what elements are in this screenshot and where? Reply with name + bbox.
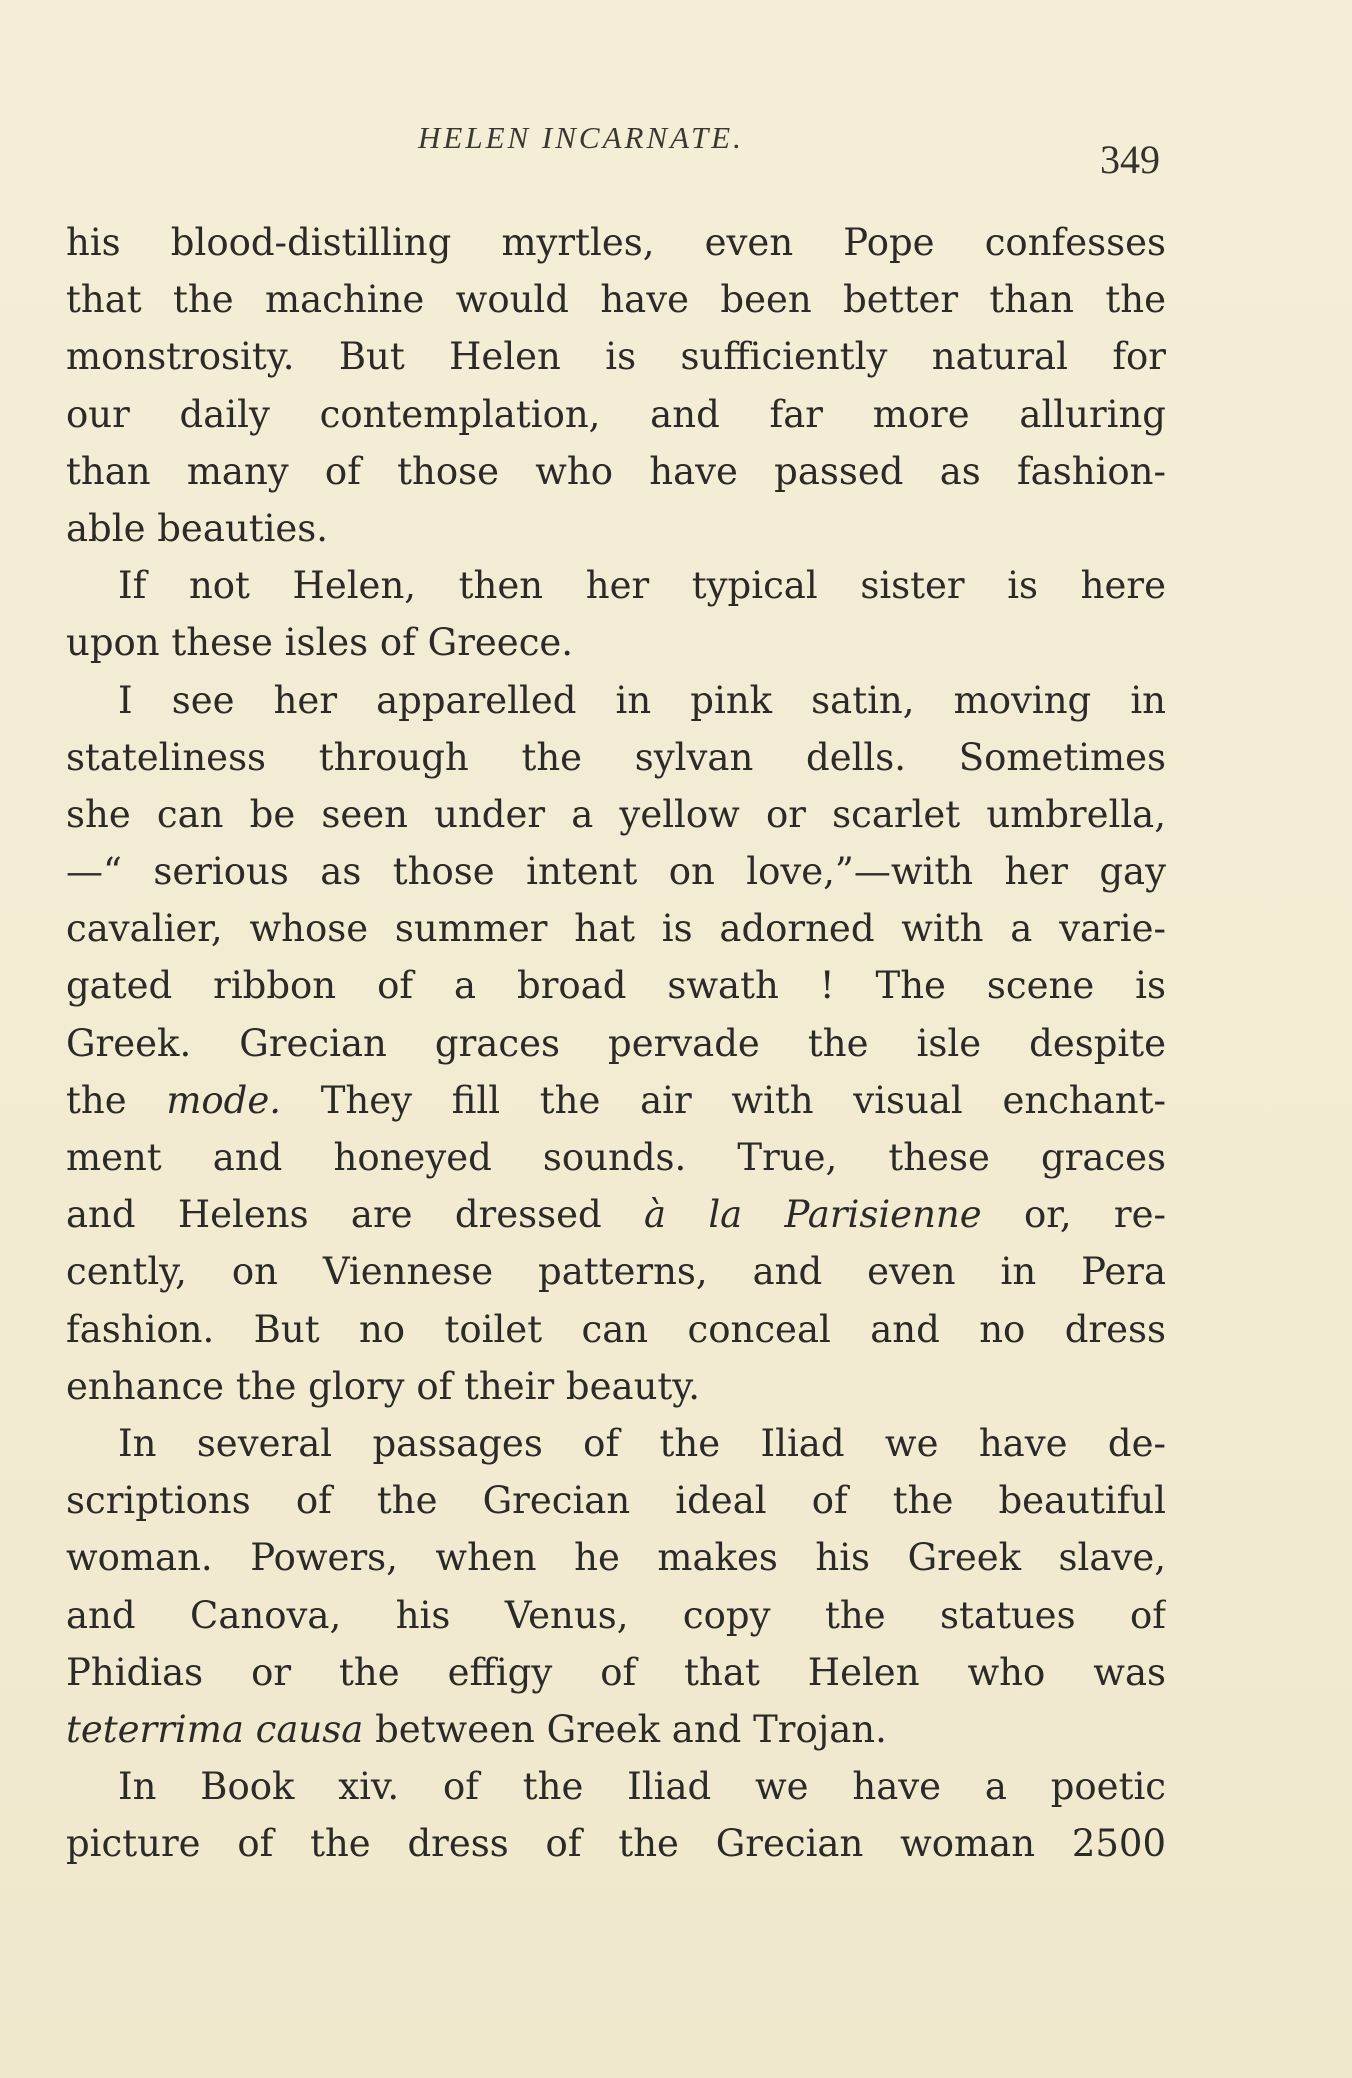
text-line	[66, 1358, 1166, 1415]
text-segment: our daily contemplation, and far more alluring	[66, 392, 1166, 436]
text-segment: gated ribbon of a broad swath ! The scene is	[66, 964, 1166, 1008]
text-segment: scriptions of the Grecian ideal of the beautiful	[66, 1479, 1166, 1523]
text-line	[66, 900, 1166, 957]
page-number: 349	[1100, 137, 1160, 182]
text-segment: woman. Powers, when he makes his Greek slave,	[66, 1536, 1166, 1580]
text-segment: Phidias or the effigy of that Helen who was	[66, 1650, 1166, 1694]
text-line	[66, 214, 1166, 271]
text-segment: stateliness through the sylvan dells. Sometimes	[66, 735, 1166, 779]
italic-text: à la Parisienne	[643, 1193, 982, 1237]
text-segment: upon these isles of Greece.	[66, 621, 574, 665]
text-line	[66, 1472, 1166, 1529]
text-segment: able beauties.	[66, 506, 329, 550]
text-line	[66, 843, 1166, 900]
text-segment: that the machine would have been better than the	[66, 278, 1166, 322]
text-line	[66, 1758, 1166, 1815]
text-segment: or, re-	[981, 1193, 1166, 1237]
page-header	[0, 112, 1352, 182]
text-segment: the	[66, 1078, 167, 1122]
text-line	[66, 786, 1166, 843]
text-line	[66, 1701, 1166, 1758]
text-line	[66, 1529, 1166, 1586]
body-text	[66, 214, 1166, 1872]
text-segment: than many of those who have passed as fashion-	[66, 449, 1166, 493]
italic-text: teterrima causa	[66, 1707, 364, 1751]
text-segment: monstrosity. But Helen is sufficiently natural for	[66, 335, 1166, 379]
text-segment: Greek. Grecian graces pervade the isle despite	[66, 1021, 1166, 1065]
text-segment: fashion. But no toilet can conceal and no dress	[66, 1307, 1166, 1351]
text-line	[66, 1015, 1166, 1072]
text-segment: and Helens are dressed	[66, 1193, 644, 1237]
text-segment: ment and honeyed sounds. True, these graces	[66, 1136, 1166, 1179]
text-line	[66, 328, 1166, 385]
text-segment: cently, on Viennese patterns, and even in Pera	[66, 1250, 1166, 1294]
text-line	[66, 1587, 1166, 1644]
text-segment: If not Helen, then her typical sister is here	[118, 564, 1166, 608]
text-line	[66, 957, 1166, 1014]
italic-text: mode.	[166, 1078, 282, 1122]
text-line	[66, 1243, 1166, 1300]
text-segment: enhance the glory of their beauty.	[66, 1364, 701, 1408]
text-segment: cavalier, whose summer hat is adorned with a varie-	[66, 907, 1166, 951]
text-segment: she can be seen under a yellow or scarlet umbrella,	[66, 792, 1166, 836]
text-line	[66, 271, 1166, 328]
text-line	[66, 1644, 1166, 1701]
text-segment: between Greek and Trojan.	[363, 1707, 887, 1751]
text-segment: In several passages of the Iliad we have de-	[118, 1421, 1166, 1465]
text-line	[66, 729, 1166, 786]
text-segment: picture of the dress of the Grecian woman 2500	[66, 1822, 1166, 1866]
text-line	[66, 1186, 1166, 1243]
text-line	[66, 500, 1166, 557]
text-segment: In Book xiv. of the Iliad we have a poetic	[118, 1765, 1166, 1809]
text-line	[66, 672, 1166, 729]
text-line	[66, 557, 1166, 614]
text-line	[66, 1415, 1166, 1472]
text-segment: They fill the air with visual enchant-	[281, 1078, 1166, 1122]
running-title: HELEN INCARNATE.	[418, 120, 744, 155]
text-segment: and Canova, his Venus, copy the statues of	[66, 1593, 1166, 1637]
text-segment: I see her apparelled in pink satin, moving in	[118, 678, 1166, 722]
text-line	[66, 1072, 1166, 1129]
text-line	[66, 1301, 1166, 1358]
text-line	[66, 614, 1166, 671]
text-line	[66, 1129, 1166, 1186]
text-line	[66, 443, 1166, 500]
text-segment: his blood-distilling myrtles, even Pope confesses	[66, 221, 1166, 264]
text-line	[66, 1815, 1166, 1872]
text-segment: —“ serious as those intent on love,”—with her gay	[66, 850, 1166, 894]
text-line	[66, 386, 1166, 443]
